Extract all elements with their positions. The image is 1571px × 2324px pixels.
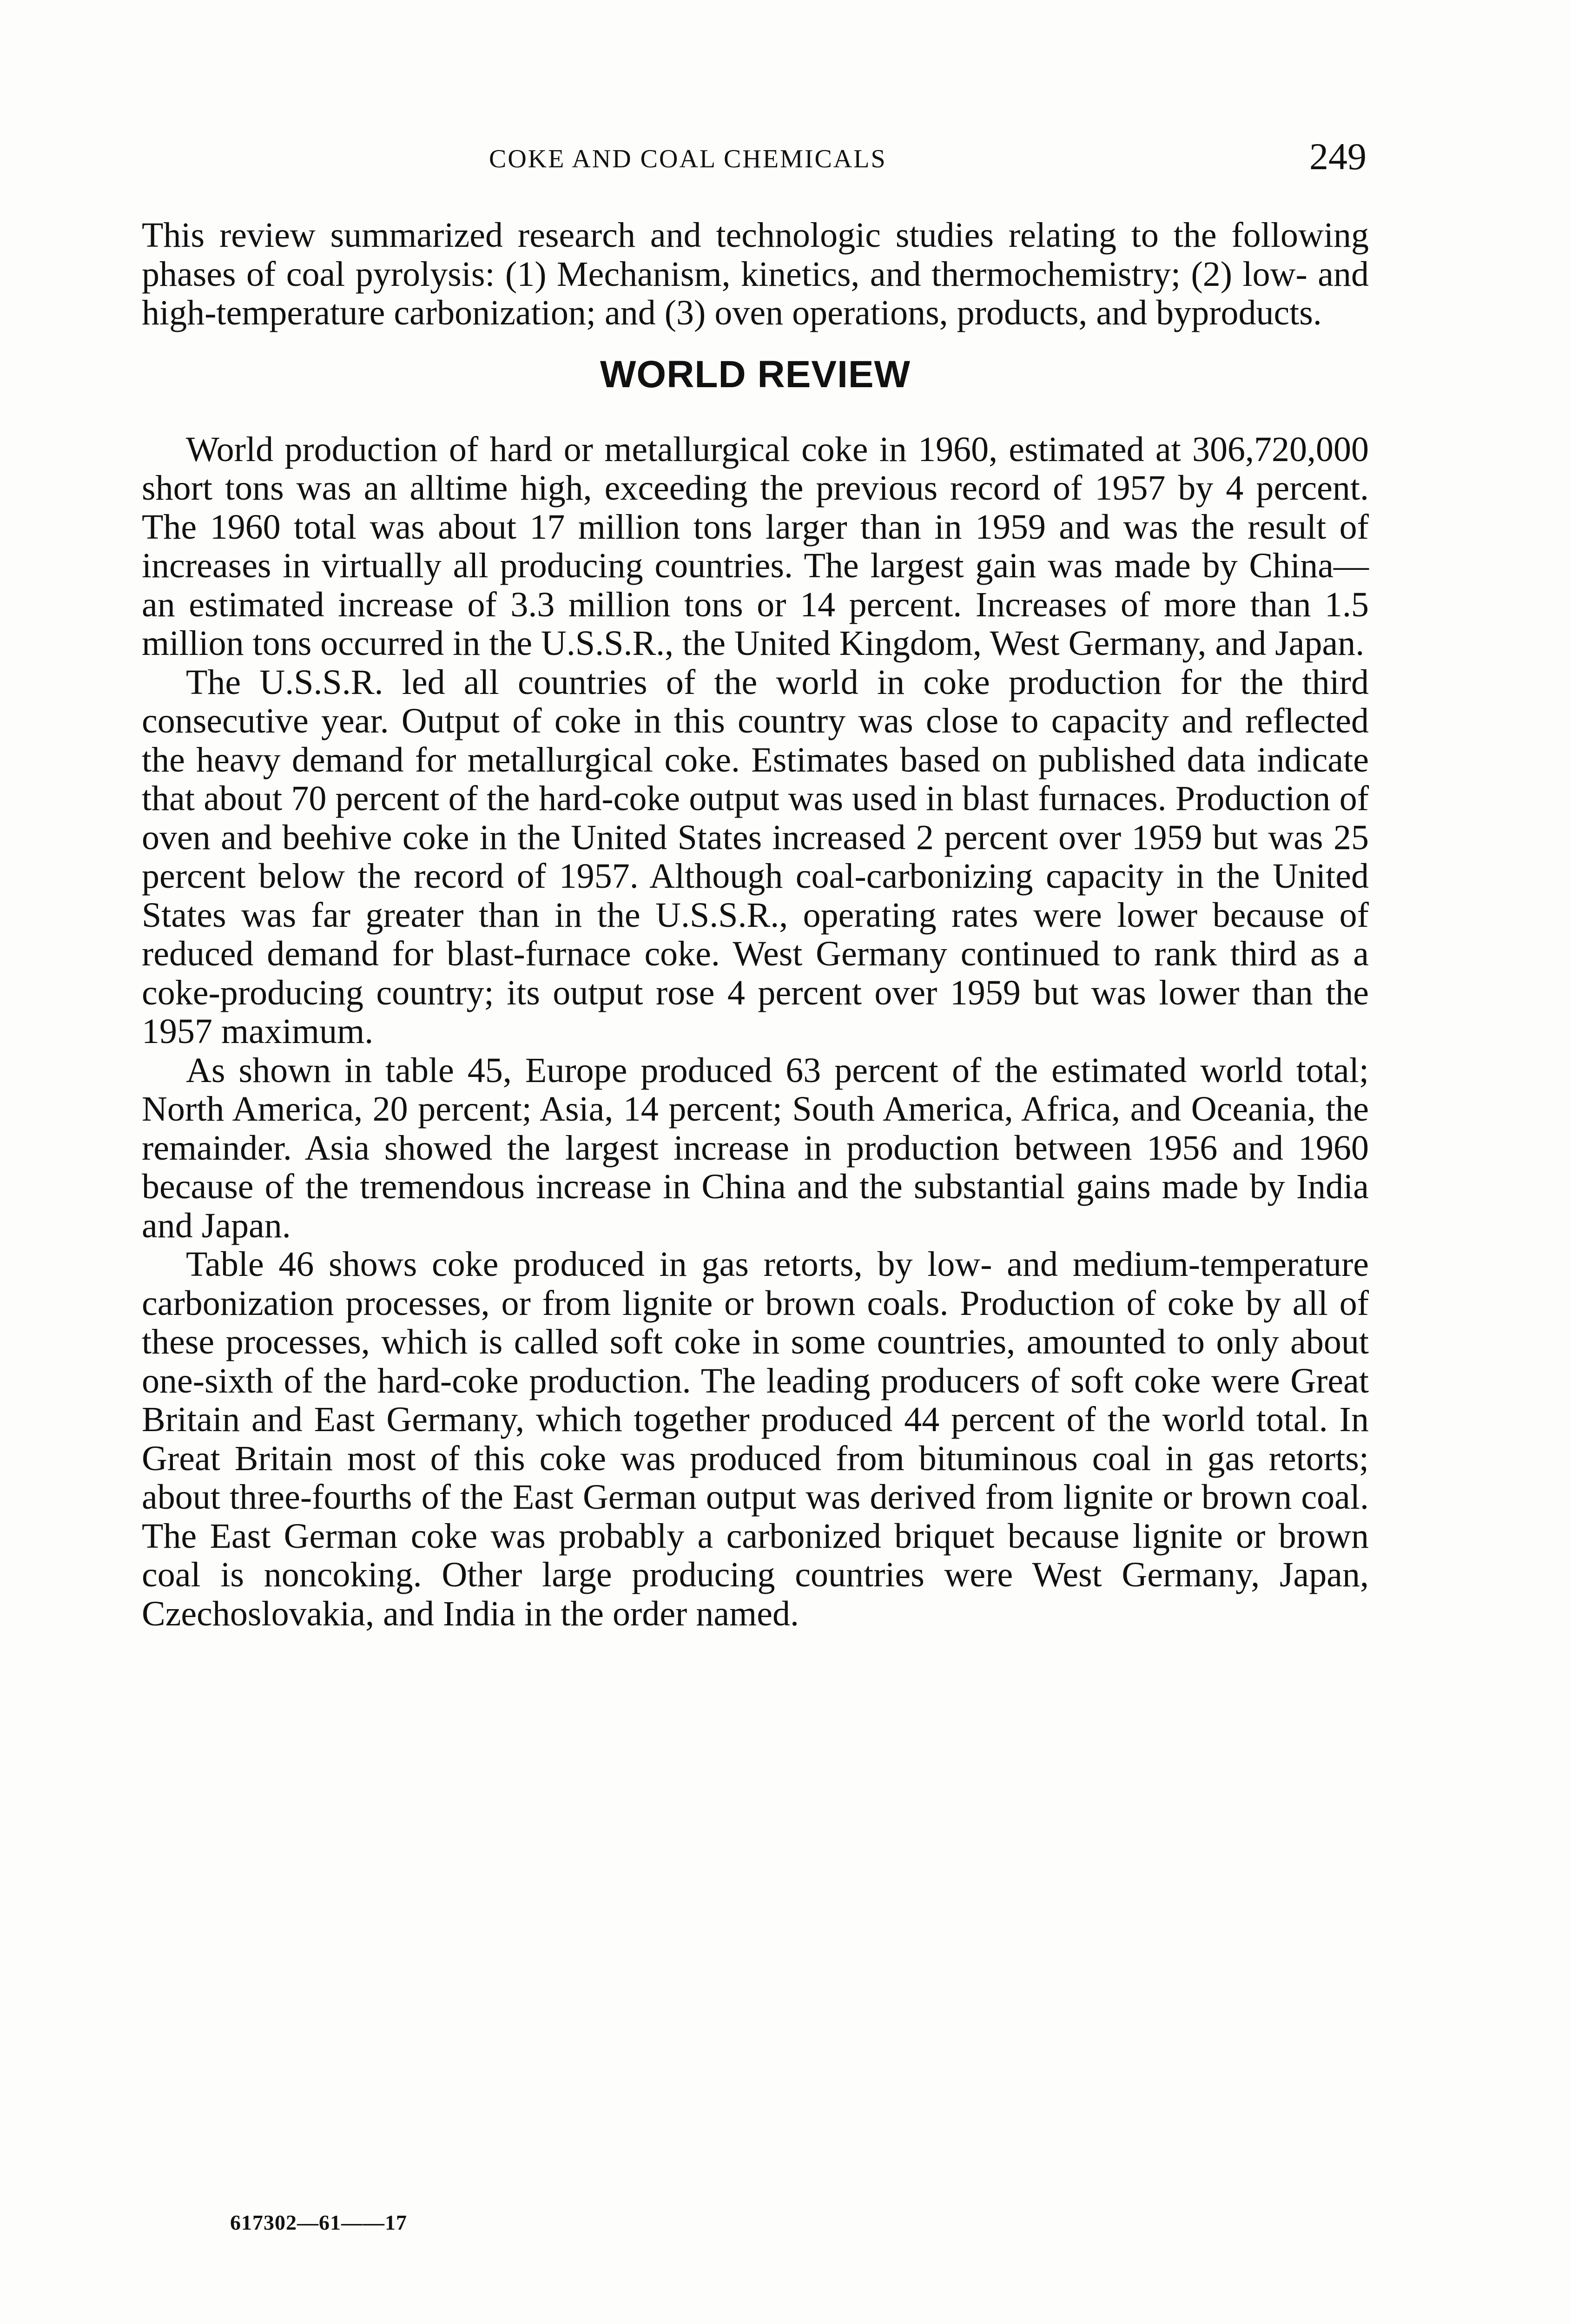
paragraph: The U.S.S.R. led all countries of the world in coke production for the third consecutive year. Output of coke in this country was close to capacity and reflected the heavy demand for metallurgical coke. Estimates based on published data indicate that about 70 percent of the hard-coke output was used in blast furnaces. Production of oven and beehive coke in the United States increased 2 percent over 1959 but was 25 percent below the record of 1957. Although coal-carbonizing capacity in the United States was far greater than in the U.S.S.R., operating rates were lower because of reduced demand for blast-furnace coke. West Germany continued to rank third as a coke-producing country; its output rose 4 percent over 1959 but was lower than the 1957 maximum. [142, 662, 1369, 1051]
paragraph: As shown in table 45, Europe produced 63 percent of the estimated world total; North America, 20 percent; Asia, 14 percent; South America, Africa, and Oceania, the remainder. Asia showed the largest increase in production between 1956 and 1960 because of the tremendous increase in China and the substantial gains made by India and Japan. [142, 1050, 1369, 1245]
intro-paragraph: This review summarized research and technologic studies relating to the following phases of coal pyrolysis: (1) Mechanism, kinetics, and thermochemistry; (2) low- and high-temperature carbonization; and (3) oven operations, products, and byproducts. [142, 216, 1369, 332]
section-heading: WORLD REVIEW [600, 353, 911, 396]
print-code: 617302—61——17 [230, 2211, 407, 2234]
running-head: COKE AND COAL CHEMICALS [489, 145, 887, 173]
body-text [142, 216, 1369, 1633]
paragraph: Table 46 shows coke produced in gas retorts, by low- and medium-temperature carbonization processes, or from lignite or brown coals. Production of coke by all of these processes, which is called soft coke in some countries, amounted to only about one-sixth of the hard-coke production. The leading producers of soft coke were Great Britain and East Germany, which together produced 44 percent of the world total. In Great Britain most of this coke was produced from bituminous coal in gas retorts; about three-fourths of the East German output was derived from lignite or brown coal. The East German coke was probably a carbonized briquet because lignite or brown coal is noncoking. Other large producing countries were West Germany, Japan, Czechoslovakia, and India in the order named. [142, 1245, 1369, 1633]
paragraph: World production of hard or metallurgical coke in 1960, estimated at 306,720,000 short tons was an alltime high, exceeding the previous record of 1957 by 4 percent. The 1960 total was about 17 million tons larger than in 1959 and was the result of increases in virtually all producing countries. The largest gain was made by China—an estimated increase of 3.3 million tons or 14 percent. Increases of more than 1.5 million tons occurred in the U.S.S.R., the United Kingdom, West Germany, and Japan. [142, 429, 1369, 663]
page-number: 249 [1309, 135, 1366, 178]
page-header [144, 135, 1376, 191]
